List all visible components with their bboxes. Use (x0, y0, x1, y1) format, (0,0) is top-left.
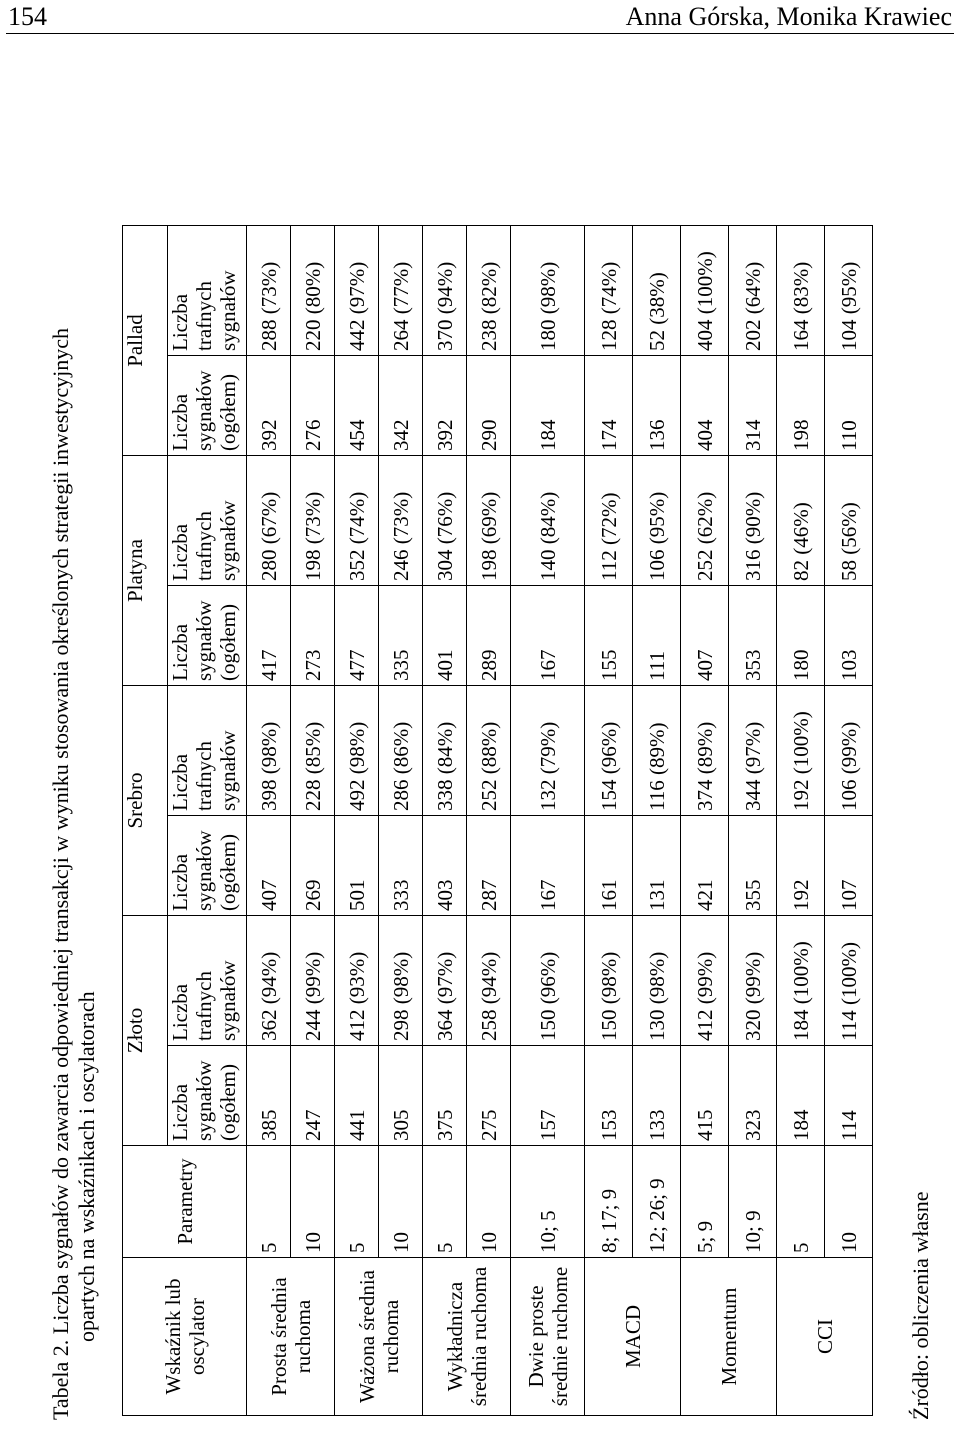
total-signals-cell: 110 (825, 356, 873, 456)
total-signals-cell: 404 (681, 356, 729, 456)
indicator-name: Dwie proste średnie ruchome (511, 1258, 585, 1416)
total-signals-cell: 167 (511, 586, 585, 686)
total-signals-cell: 103 (825, 586, 873, 686)
table-row (511, 226, 585, 1416)
hit-signals-cell: 352 (74%) (335, 456, 379, 586)
parameters-cell: 5 (247, 1146, 291, 1258)
total-signals-cell: 392 (247, 356, 291, 456)
hit-signals-cell: 140 (84%) (511, 456, 585, 586)
hit-signals-cell: 252 (88%) (467, 686, 511, 816)
parameters-cell: 5 (423, 1146, 467, 1258)
total-signals-cell: 167 (511, 816, 585, 916)
total-signals-cell: 392 (423, 356, 467, 456)
signals-table (122, 225, 873, 1416)
header-params: Parametry (123, 1146, 247, 1258)
hit-signals-cell: 150 (96%) (511, 916, 585, 1046)
hit-signals-cell: 184 (100%) (777, 916, 825, 1046)
table-source: Źródło: obliczenia własne (908, 1191, 933, 1420)
total-signals-cell: 421 (681, 816, 729, 916)
total-signals-cell: 180 (777, 586, 825, 686)
hit-signals-cell: 338 (84%) (423, 686, 467, 816)
hit-signals-cell: 492 (98%) (335, 686, 379, 816)
indicator-name: MACD (585, 1258, 681, 1416)
hit-signals-cell: 116 (89%) (633, 686, 681, 816)
parameters-cell: 12; 26; 9 (633, 1146, 681, 1258)
total-signals-cell: 401 (423, 586, 467, 686)
total-signals-cell: 247 (291, 1046, 335, 1146)
hit-signals-cell: 238 (82%) (467, 226, 511, 356)
indicator-name: Prosta średnia ruchoma (247, 1258, 335, 1416)
total-signals-cell: 107 (825, 816, 873, 916)
table-row (681, 226, 729, 1416)
table-row (423, 226, 467, 1416)
total-signals-cell: 314 (729, 356, 777, 456)
header-indicator: Wskaźnik lub oscylator (123, 1258, 247, 1416)
hit-signals-cell: 252 (62%) (681, 456, 729, 586)
total-signals-cell: 111 (633, 586, 681, 686)
header-metal-silver: Srebro (123, 686, 168, 916)
running-head-authors: Anna Górska, Monika Krawiec (625, 2, 952, 31)
header-rule (6, 33, 954, 34)
rotated-table-block (48, 60, 948, 1420)
hit-signals-cell: 228 (85%) (291, 686, 335, 816)
indicator-name: Momentum (681, 1258, 777, 1416)
hit-signals-cell: 220 (80%) (291, 226, 335, 356)
parameters-cell: 10 (467, 1146, 511, 1258)
total-signals-cell: 192 (777, 816, 825, 916)
total-signals-cell: 133 (633, 1046, 681, 1146)
table-row (467, 226, 511, 1416)
total-signals-cell: 375 (423, 1046, 467, 1146)
hit-signals-cell: 370 (94%) (423, 226, 467, 356)
parameters-cell: 10 (291, 1146, 335, 1258)
hit-signals-cell: 192 (100%) (777, 686, 825, 816)
hit-signals-cell: 344 (97%) (729, 686, 777, 816)
total-signals-cell: 131 (633, 816, 681, 916)
total-signals-cell: 415 (681, 1046, 729, 1146)
table-row (585, 226, 633, 1416)
total-signals-cell: 161 (585, 816, 633, 916)
total-signals-cell: 287 (467, 816, 511, 916)
hit-signals-cell: 316 (90%) (729, 456, 777, 586)
parameters-cell: 5 (777, 1146, 825, 1258)
hit-signals-cell: 362 (94%) (247, 916, 291, 1046)
parameters-cell: 10; 5 (511, 1146, 585, 1258)
hit-signals-cell: 202 (64%) (729, 226, 777, 356)
hit-signals-cell: 264 (77%) (379, 226, 423, 356)
header-metal-palladium: Pallad (123, 226, 168, 456)
hit-signals-cell: 114 (100%) (825, 916, 873, 1046)
hit-signals-cell: 164 (83%) (777, 226, 825, 356)
hit-signals-cell: 288 (73%) (247, 226, 291, 356)
hit-signals-cell: 106 (95%) (633, 456, 681, 586)
hit-signals-cell: 150 (98%) (585, 916, 633, 1046)
hit-signals-cell: 106 (99%) (825, 686, 873, 816)
hit-signals-cell: 128 (74%) (585, 226, 633, 356)
parameters-cell: 10 (825, 1146, 873, 1258)
hit-signals-cell: 442 (97%) (335, 226, 379, 356)
hit-signals-cell: 180 (98%) (511, 226, 585, 356)
table-row (729, 226, 777, 1416)
header-hit-signals: Liczba trafnych sygnałów (168, 916, 247, 1046)
parameters-cell: 10 (379, 1146, 423, 1258)
total-signals-cell: 441 (335, 1046, 379, 1146)
header-total-signals: Liczba sygnałów (ogółem) (168, 1046, 247, 1146)
table-body (247, 226, 873, 1416)
hit-signals-cell: 104 (95%) (825, 226, 873, 356)
total-signals-cell: 454 (335, 356, 379, 456)
hit-signals-cell: 58 (56%) (825, 456, 873, 586)
hit-signals-cell: 258 (94%) (467, 916, 511, 1046)
total-signals-cell: 276 (291, 356, 335, 456)
table-row (335, 226, 379, 1416)
hit-signals-cell: 82 (46%) (777, 456, 825, 586)
header-hit-signals: Liczba trafnych sygnałów (168, 226, 247, 356)
parameters-cell: 10; 9 (729, 1146, 777, 1258)
hit-signals-cell: 130 (98%) (633, 916, 681, 1046)
total-signals-cell: 403 (423, 816, 467, 916)
table-row (777, 226, 825, 1416)
hit-signals-cell: 286 (86%) (379, 686, 423, 816)
total-signals-cell: 114 (825, 1046, 873, 1146)
total-signals-cell: 355 (729, 816, 777, 916)
hit-signals-cell: 398 (98%) (247, 686, 291, 816)
indicator-name: Wykładnicza średnia ruchoma (423, 1258, 511, 1416)
header-total-signals: Liczba sygnałów (ogółem) (168, 816, 247, 916)
header-total-signals: Liczba sygnałów (ogółem) (168, 356, 247, 456)
total-signals-cell: 385 (247, 1046, 291, 1146)
hit-signals-cell: 364 (97%) (423, 916, 467, 1046)
total-signals-cell: 273 (291, 586, 335, 686)
hit-signals-cell: 404 (100%) (681, 226, 729, 356)
table-row (825, 226, 873, 1416)
hit-signals-cell: 412 (99%) (681, 916, 729, 1046)
hit-signals-cell: 244 (99%) (291, 916, 335, 1046)
hit-signals-cell: 298 (98%) (379, 916, 423, 1046)
page-number: 154 (8, 2, 47, 31)
hit-signals-cell: 198 (73%) (291, 456, 335, 586)
table-caption (48, 120, 100, 1420)
header-metal-gold: Złoto (123, 916, 168, 1146)
total-signals-cell: 407 (247, 816, 291, 916)
hit-signals-cell: 112 (72%) (585, 456, 633, 586)
total-signals-cell: 184 (777, 1046, 825, 1146)
indicator-name: CCI (777, 1258, 873, 1416)
hit-signals-cell: 198 (69%) (467, 456, 511, 586)
total-signals-cell: 157 (511, 1046, 585, 1146)
hit-signals-cell: 246 (73%) (379, 456, 423, 586)
total-signals-cell: 153 (585, 1046, 633, 1146)
caption-line-2: opartych na wskaźnikach i oscylatorach (74, 991, 99, 1342)
table-row (247, 226, 291, 1416)
total-signals-cell: 333 (379, 816, 423, 916)
table-row (291, 226, 335, 1416)
total-signals-cell: 275 (467, 1046, 511, 1146)
header-hit-signals: Liczba trafnych sygnałów (168, 456, 247, 586)
total-signals-cell: 289 (467, 586, 511, 686)
hit-signals-cell: 52 (38%) (633, 226, 681, 356)
total-signals-cell: 407 (681, 586, 729, 686)
page-header (0, 0, 960, 32)
parameters-cell: 8; 17; 9 (585, 1146, 633, 1258)
total-signals-cell: 417 (247, 586, 291, 686)
total-signals-cell: 184 (511, 356, 585, 456)
hit-signals-cell: 280 (67%) (247, 456, 291, 586)
indicator-name: Ważona średnia ruchoma (335, 1258, 423, 1416)
total-signals-cell: 174 (585, 356, 633, 456)
total-signals-cell: 305 (379, 1046, 423, 1146)
caption-line-1: Tabela 2. Liczba sygnałów do zawarcia odpowiedniej transakcji w wyniku stosowania określonych strategii inwestycyjnych (48, 327, 73, 1420)
total-signals-cell: 269 (291, 816, 335, 916)
total-signals-cell: 198 (777, 356, 825, 456)
parameters-cell: 5 (335, 1146, 379, 1258)
header-metal-platinum: Platyna (123, 456, 168, 686)
hit-signals-cell: 132 (79%) (511, 686, 585, 816)
hit-signals-cell: 374 (89%) (681, 686, 729, 816)
total-signals-cell: 501 (335, 816, 379, 916)
total-signals-cell: 335 (379, 586, 423, 686)
header-hit-signals: Liczba trafnych sygnałów (168, 686, 247, 816)
hit-signals-cell: 320 (99%) (729, 916, 777, 1046)
hit-signals-cell: 412 (93%) (335, 916, 379, 1046)
total-signals-cell: 477 (335, 586, 379, 686)
total-signals-cell: 353 (729, 586, 777, 686)
table-row (379, 226, 423, 1416)
total-signals-cell: 155 (585, 586, 633, 686)
total-signals-cell: 323 (729, 1046, 777, 1146)
total-signals-cell: 342 (379, 356, 423, 456)
hit-signals-cell: 154 (96%) (585, 686, 633, 816)
table-row (633, 226, 681, 1416)
total-signals-cell: 136 (633, 356, 681, 456)
hit-signals-cell: 304 (76%) (423, 456, 467, 586)
parameters-cell: 5; 9 (681, 1146, 729, 1258)
total-signals-cell: 290 (467, 356, 511, 456)
header-total-signals: Liczba sygnałów (ogółem) (168, 586, 247, 686)
